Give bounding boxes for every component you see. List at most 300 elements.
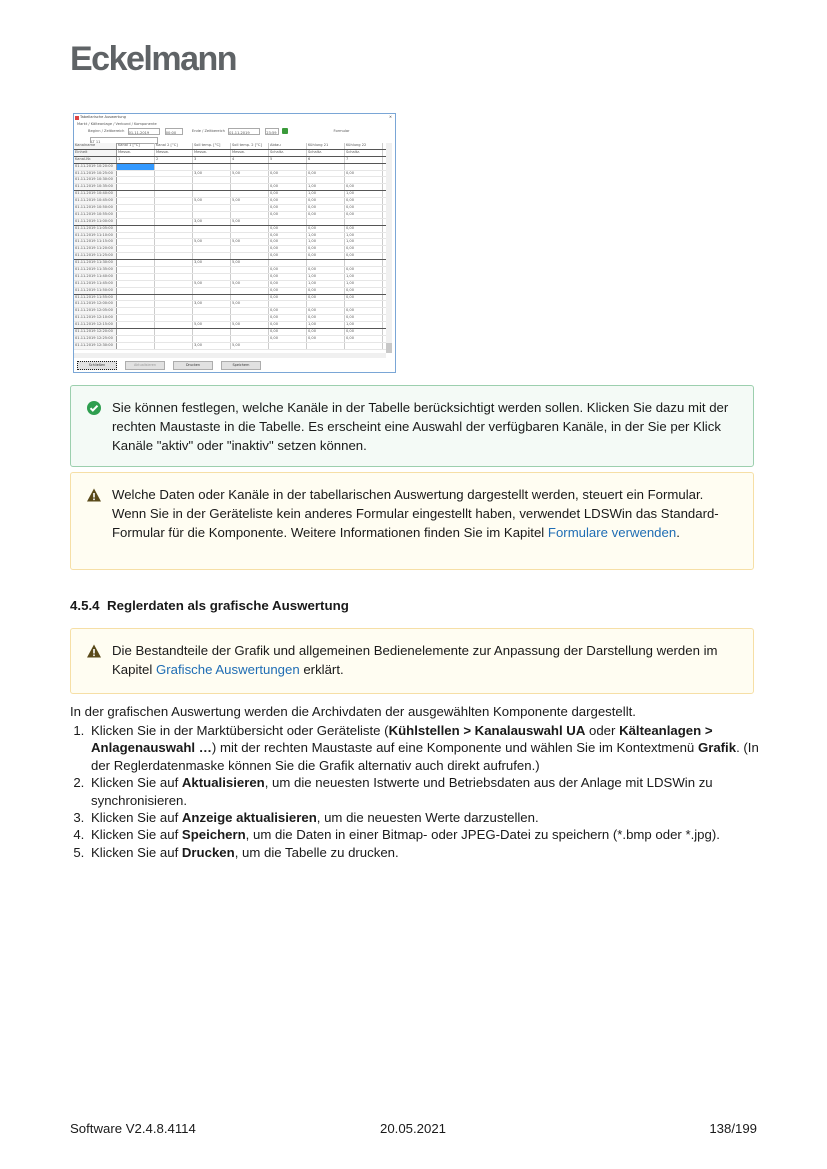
table-cell[interactable] [231, 336, 269, 342]
table-cell[interactable]: 0,00 [345, 184, 383, 190]
table-cell[interactable] [155, 336, 193, 342]
table-cell[interactable] [193, 308, 231, 314]
table-cell[interactable]: 01.11.2019 10:30:00 [74, 177, 117, 183]
table-cell[interactable]: Kanalname [74, 143, 117, 149]
from-time-field[interactable]: 00:00 [165, 128, 183, 135]
table-cell[interactable]: 0,00 [307, 226, 345, 232]
warning-text: Welche Daten oder Kanäle in der tabellarischen Auswertung dargestellt werden, steuert ein Formular. Wenn Sie in der Geräteliste kein anderes Formular eingestellt haben, verwendet LDSWin das Standard-Formular für die Komponente. Weitere Informationen finden Sie im Kapitel [112, 487, 719, 540]
table-cell[interactable] [231, 233, 269, 239]
table-cell[interactable] [307, 260, 345, 266]
table-cell[interactable]: Messw. [117, 150, 155, 156]
table-cell[interactable] [231, 295, 269, 301]
table-cell[interactable]: 1,00 [345, 281, 383, 287]
table-cell[interactable]: 01.11.2019 11:00:00 [74, 219, 117, 225]
print-button[interactable]: Drucken [173, 361, 213, 370]
table-cell[interactable]: 01.11.2019 12:15:00 [74, 322, 117, 328]
table-cell[interactable] [193, 315, 231, 321]
table-cell[interactable] [155, 191, 193, 197]
table-cell[interactable] [231, 177, 269, 183]
table-cell[interactable] [193, 274, 231, 280]
table-cell[interactable]: 01.11.2019 11:40:00 [74, 274, 117, 280]
data-grid[interactable] [74, 143, 386, 350]
table-cell[interactable]: 1,00 [345, 239, 383, 245]
table-cell[interactable] [307, 343, 345, 349]
table-row[interactable] [74, 322, 386, 329]
table-cell[interactable]: 0,00 [269, 329, 307, 335]
table-cell[interactable]: 01.11.2019 10:55:00 [74, 212, 117, 218]
table-cell[interactable]: 5,00 [231, 322, 269, 328]
table-cell[interactable] [193, 226, 231, 232]
table-cell[interactable]: 0,00 [307, 315, 345, 321]
table-cell[interactable]: 01.11.2019 10:25:00 [74, 171, 117, 177]
table-row[interactable] [74, 177, 386, 184]
table-row[interactable] [74, 260, 386, 267]
table-cell[interactable] [231, 246, 269, 252]
table-cell[interactable] [155, 233, 193, 239]
warning-callout-formular: Welche Daten oder Kanäle in der tabellarischen Auswertung dargestellt werden, steuert ein Formular. Wenn Sie in der Geräteliste kein anderes Formular eingestellt haben, verwendet LDSWin das Standard-Formular für die Komponente. Weitere Informationen finden Sie im Kapitel Formulare verwenden. [70, 472, 754, 570]
table-cell[interactable]: Schaltz. [345, 150, 383, 156]
table-cell[interactable]: 0,00 [307, 171, 345, 177]
table-cell[interactable]: 1 [117, 157, 155, 163]
table-cell[interactable] [117, 260, 155, 266]
table-cell[interactable] [193, 329, 231, 335]
table-cell[interactable]: 0,00 [269, 295, 307, 301]
table-cell[interactable] [117, 315, 155, 321]
table-cell[interactable]: Kanal 2 [°C] [155, 143, 193, 149]
table-cell[interactable] [231, 308, 269, 314]
table-cell[interactable] [345, 177, 383, 183]
table-cell[interactable] [155, 329, 193, 335]
table-row[interactable] [74, 288, 386, 295]
table-cell[interactable]: 5,00 [231, 219, 269, 225]
table-cell[interactable] [193, 177, 231, 183]
table-cell[interactable] [231, 253, 269, 259]
table-cell[interactable]: Kühlung 22 [345, 143, 383, 149]
table-cell[interactable] [155, 198, 193, 204]
table-cell[interactable]: 5,00 [231, 281, 269, 287]
table-cell[interactable] [231, 212, 269, 218]
table-cell[interactable] [193, 164, 231, 170]
table-row[interactable] [74, 274, 386, 281]
table-cell[interactable]: 0,00 [345, 308, 383, 314]
step-item: 5. Klicken Sie auf Drucken, um die Tabelle zu drucken. [88, 844, 778, 861]
table-cell[interactable]: 0,00 [269, 336, 307, 342]
step-item: 2. Klicken Sie auf Aktualisieren, um die neuesten Istwerte und Betriebsdaten aus der Anlage mit LDSWin zu synchronisieren. [88, 774, 778, 809]
table-row[interactable] [74, 308, 386, 315]
table-cell[interactable]: 0,00 [307, 267, 345, 273]
table-cell[interactable]: 0,00 [345, 329, 383, 335]
table-cell[interactable] [117, 177, 155, 183]
close-button[interactable]: Schließen [77, 361, 117, 370]
table-cell[interactable] [117, 212, 155, 218]
table-cell[interactable]: 0,00 [269, 246, 307, 252]
table-cell[interactable]: 0,00 [345, 171, 383, 177]
table-cell[interactable] [117, 343, 155, 349]
table-cell[interactable] [117, 281, 155, 287]
table-cell[interactable]: 0,00 [345, 267, 383, 273]
table-cell[interactable] [345, 219, 383, 225]
table-cell[interactable]: 1,00 [307, 281, 345, 287]
app-icon [75, 116, 79, 120]
table-cell[interactable]: 0,00 [269, 171, 307, 177]
table-row[interactable] [74, 239, 386, 246]
table-cell[interactable]: Messw. [155, 150, 193, 156]
table-cell[interactable] [155, 212, 193, 218]
table-cell[interactable] [193, 295, 231, 301]
table-cell[interactable]: 3 [193, 157, 231, 163]
table-cell[interactable] [117, 301, 155, 307]
table-cell[interactable] [193, 191, 231, 197]
table-cell[interactable]: 01.11.2019 11:35:00 [74, 267, 117, 273]
table-cell[interactable]: 1,00 [307, 184, 345, 190]
table-row[interactable] [74, 246, 386, 253]
table-cell[interactable]: 01.11.2019 10:35:00 [74, 184, 117, 190]
footer-page-number: 138/199 [709, 1121, 757, 1136]
table-cell[interactable]: 01.11.2019 11:25:00 [74, 253, 117, 259]
table-cell[interactable] [307, 219, 345, 225]
table-cell[interactable] [117, 219, 155, 225]
table-cell[interactable]: 0,00 [269, 253, 307, 259]
table-cell[interactable] [269, 343, 307, 349]
table-cell[interactable]: 0,00 [269, 315, 307, 321]
table-cell[interactable]: 5,00 [231, 260, 269, 266]
to-time-field[interactable]: 23:59 [265, 128, 279, 135]
table-cell[interactable] [231, 205, 269, 211]
table-cell[interactable]: 5,00 [231, 343, 269, 349]
table-cell[interactable] [117, 253, 155, 259]
table-cell[interactable]: 0,00 [269, 198, 307, 204]
table-cell[interactable] [117, 274, 155, 280]
table-cell[interactable]: 0,00 [269, 184, 307, 190]
table-cell[interactable] [155, 343, 193, 349]
table-cell[interactable]: 0,00 [269, 274, 307, 280]
table-cell[interactable] [117, 171, 155, 177]
table-cell[interactable]: 3,00 [193, 219, 231, 225]
table-cell[interactable] [193, 336, 231, 342]
table-cell[interactable] [269, 219, 307, 225]
table-cell[interactable]: 5,00 [231, 171, 269, 177]
table-cell[interactable] [155, 205, 193, 211]
table-cell[interactable] [231, 274, 269, 280]
table-cell[interactable] [231, 288, 269, 294]
table-cell[interactable] [269, 301, 307, 307]
table-cell[interactable]: 0,00 [345, 198, 383, 204]
table-cell[interactable]: 1,00 [345, 233, 383, 239]
table-row[interactable] [74, 267, 386, 274]
table-cell[interactable] [231, 226, 269, 232]
table-cell[interactable] [155, 322, 193, 328]
table-row[interactable] [74, 184, 386, 191]
update-button[interactable]: Aktualisieren [125, 361, 165, 370]
table-cell[interactable] [231, 164, 269, 170]
table-cell[interactable] [117, 295, 155, 301]
section-heading: 4.5.4 Reglerdaten als grafische Auswertung [70, 598, 349, 613]
table-cell[interactable]: 7 [345, 157, 383, 163]
table-row[interactable] [74, 150, 386, 157]
table-cell[interactable] [345, 164, 383, 170]
table-cell[interactable]: 0,00 [345, 315, 383, 321]
table-cell[interactable]: Soll temp. [°C] [193, 143, 231, 149]
table-cell[interactable]: 0,00 [269, 288, 307, 294]
table-cell[interactable] [231, 184, 269, 190]
table-cell[interactable]: 1,00 [345, 322, 383, 328]
table-row[interactable] [74, 171, 386, 178]
table-cell[interactable]: 0,00 [269, 239, 307, 245]
table-cell[interactable] [269, 260, 307, 266]
table-cell[interactable]: 0,00 [307, 295, 345, 301]
table-cell[interactable]: 0,00 [269, 267, 307, 273]
table-cell[interactable]: 0,00 [269, 205, 307, 211]
table-cell[interactable]: 01.11.2019 11:15:00 [74, 239, 117, 245]
table-cell[interactable] [155, 267, 193, 273]
table-cell[interactable]: 5,00 [193, 198, 231, 204]
table-cell[interactable]: Soll temp. 2 [°C] [231, 143, 269, 149]
table-cell[interactable]: Einheit [74, 150, 117, 156]
table-cell[interactable]: 01.11.2019 12:25:00 [74, 336, 117, 342]
table-cell[interactable]: 0,00 [345, 246, 383, 252]
table-cell[interactable] [155, 315, 193, 321]
table-cell[interactable] [155, 281, 193, 287]
table-cell[interactable]: 01.11.2019 10:40:00 [74, 191, 117, 197]
table-cell[interactable]: 0,00 [269, 212, 307, 218]
footer-date: 20.05.2021 [380, 1121, 447, 1136]
table-row[interactable] [74, 329, 386, 336]
table-row[interactable] [74, 253, 386, 260]
table-cell[interactable]: 0,00 [307, 336, 345, 342]
step-item: 1. Klicken Sie in der Marktübersicht oder Geräteliste (Kühlstellen > Kanalauswahl UA oder Kälteanlagen > Anlagenauswahl …) mit der rechten Maustaste auf eine Komponente und wählen Sie im Kontextmenü Grafik. (In der Reglerdatenmaske können Sie die Grafik alternativ auch direkt aufrufen.) [88, 722, 778, 774]
table-row[interactable] [74, 143, 386, 150]
table-cell[interactable]: Kanal 1 [°C] [117, 143, 155, 149]
table-cell[interactable]: 0,00 [307, 253, 345, 259]
table-cell[interactable]: 1,00 [307, 233, 345, 239]
table-cell[interactable]: 1,00 [307, 322, 345, 328]
table-row[interactable] [74, 157, 386, 164]
table-cell[interactable]: 1,00 [345, 191, 383, 197]
table-cell[interactable]: 0,00 [345, 226, 383, 232]
table-cell[interactable]: 0,00 [307, 308, 345, 314]
table-cell[interactable]: Abtau [269, 143, 307, 149]
table-cell[interactable]: 0,00 [307, 198, 345, 204]
vertical-scrollbar[interactable] [386, 143, 392, 353]
table-row[interactable] [74, 315, 386, 322]
table-cell[interactable] [193, 212, 231, 218]
table-row[interactable] [74, 343, 386, 350]
table-cell[interactable] [307, 177, 345, 183]
table-cell[interactable] [117, 191, 155, 197]
table-cell[interactable] [269, 164, 307, 170]
table-cell[interactable]: 0,00 [307, 246, 345, 252]
table-cell[interactable]: 0,00 [345, 212, 383, 218]
table-cell[interactable] [193, 288, 231, 294]
table-cell[interactable] [117, 226, 155, 232]
table-cell[interactable] [117, 239, 155, 245]
table-cell[interactable] [117, 164, 155, 170]
table-cell[interactable]: 0,00 [345, 205, 383, 211]
table-cell[interactable]: 01.11.2019 10:50:00 [74, 205, 117, 211]
table-cell[interactable]: 1,00 [307, 239, 345, 245]
table-cell[interactable] [117, 205, 155, 211]
table-row[interactable] [74, 233, 386, 240]
table-cell[interactable] [155, 308, 193, 314]
table-cell[interactable]: 1,00 [307, 274, 345, 280]
table-cell[interactable] [193, 184, 231, 190]
table-cell[interactable] [193, 246, 231, 252]
table-cell[interactable]: 0,00 [269, 281, 307, 287]
table-cell[interactable]: 5,00 [193, 322, 231, 328]
table-cell[interactable] [117, 246, 155, 252]
table-cell[interactable] [117, 267, 155, 273]
table-cell[interactable] [269, 177, 307, 183]
table-cell[interactable]: 5,00 [231, 198, 269, 204]
table-cell[interactable]: 01.11.2019 11:55:00 [74, 295, 117, 301]
table-cell[interactable]: 5,00 [231, 301, 269, 307]
table-row[interactable] [74, 281, 386, 288]
link-grafische-auswertungen[interactable]: Grafische Auswertungen [156, 662, 300, 677]
table-row[interactable] [74, 295, 386, 302]
table-cell[interactable] [155, 295, 193, 301]
app-screenshot-tabular-evaluation [73, 113, 396, 373]
table-cell[interactable]: Messw. [193, 150, 231, 156]
table-cell[interactable]: 1,00 [307, 191, 345, 197]
table-cell[interactable] [117, 198, 155, 204]
table-cell[interactable]: 3,00 [193, 301, 231, 307]
table-cell[interactable] [345, 343, 383, 349]
table-cell[interactable]: 01.11.2019 11:50:00 [74, 288, 117, 294]
table-cell[interactable]: 0,00 [345, 288, 383, 294]
table-cell[interactable] [231, 315, 269, 321]
table-cell[interactable] [193, 253, 231, 259]
table-cell[interactable] [307, 301, 345, 307]
table-cell[interactable] [117, 184, 155, 190]
table-cell[interactable] [307, 164, 345, 170]
table-cell[interactable]: Kühlung 21 [307, 143, 345, 149]
table-cell[interactable]: 5,00 [193, 281, 231, 287]
table-cell[interactable]: 0,00 [345, 253, 383, 259]
table-row[interactable] [74, 336, 386, 343]
table-cell[interactable]: 0,00 [269, 233, 307, 239]
refresh-icon[interactable] [282, 128, 288, 134]
table-cell[interactable]: 3,00 [193, 171, 231, 177]
table-cell[interactable]: 0,00 [269, 191, 307, 197]
table-cell[interactable]: 5,00 [231, 239, 269, 245]
table-cell[interactable] [155, 184, 193, 190]
warning-triangle-icon [86, 487, 102, 503]
warning-text: Die Bestandteile der Grafik und allgemeinen Bedienelemente zur Anpassung der Darstellung werden im Kapitel [112, 643, 718, 677]
table-cell[interactable]: 4 [231, 157, 269, 163]
table-cell[interactable]: 0,00 [307, 288, 345, 294]
table-cell[interactable]: 0,00 [345, 336, 383, 342]
table-cell[interactable]: 01.11.2019 10:20:00 [74, 164, 117, 170]
table-row[interactable] [74, 198, 386, 205]
table-cell[interactable]: 0,00 [307, 205, 345, 211]
table-cell[interactable]: 0,00 [269, 226, 307, 232]
table-cell[interactable] [155, 274, 193, 280]
table-cell[interactable]: 6 [307, 157, 345, 163]
table-row[interactable] [74, 301, 386, 308]
table-cell[interactable] [345, 301, 383, 307]
table-cell[interactable]: 01.11.2019 10:45:00 [74, 198, 117, 204]
table-cell[interactable]: 0,00 [269, 322, 307, 328]
table-cell[interactable] [155, 239, 193, 245]
table-cell[interactable] [117, 308, 155, 314]
table-cell[interactable]: Schaltz. [307, 150, 345, 156]
table-row[interactable] [74, 212, 386, 219]
table-cell[interactable]: 0,00 [269, 308, 307, 314]
table-cell[interactable]: 01.11.2019 11:05:00 [74, 226, 117, 232]
table-cell[interactable]: 1,00 [345, 274, 383, 280]
table-row[interactable] [74, 205, 386, 212]
horizontal-scrollbar[interactable] [74, 353, 386, 358]
table-cell[interactable]: 01.11.2019 12:10:00 [74, 315, 117, 321]
table-cell[interactable] [193, 267, 231, 273]
table-row[interactable] [74, 164, 386, 171]
table-cell[interactable]: 3,00 [193, 260, 231, 266]
table-cell[interactable] [117, 288, 155, 294]
table-cell[interactable] [155, 301, 193, 307]
table-cell[interactable] [117, 336, 155, 342]
table-cell[interactable]: 01.11.2019 11:10:00 [74, 233, 117, 239]
link-formulare-verwenden[interactable]: Formulare verwenden [547, 525, 677, 540]
table-cell[interactable]: 01.11.2019 12:20:00 [74, 329, 117, 335]
close-icon[interactable]: ✕ [388, 115, 392, 119]
table-cell[interactable]: 3,00 [193, 343, 231, 349]
table-cell[interactable]: 01.11.2019 11:30:00 [74, 260, 117, 266]
table-cell[interactable] [345, 260, 383, 266]
table-cell[interactable]: 0,00 [307, 329, 345, 335]
table-cell[interactable] [117, 322, 155, 328]
table-cell[interactable]: Kanal-Nr. [74, 157, 117, 163]
table-row[interactable] [74, 191, 386, 198]
table-cell[interactable] [231, 191, 269, 197]
table-row[interactable] [74, 226, 386, 233]
table-cell[interactable]: Messw. [231, 150, 269, 156]
form-select[interactable]: LT 11 [90, 137, 158, 144]
table-cell[interactable]: Schaltz. [269, 150, 307, 156]
table-cell[interactable]: 5,00 [193, 239, 231, 245]
table-cell[interactable] [231, 329, 269, 335]
table-cell[interactable]: 01.11.2019 12:00:00 [74, 301, 117, 307]
table-cell[interactable]: 01.11.2019 12:30:00 [74, 343, 117, 349]
table-cell[interactable] [117, 233, 155, 239]
table-cell[interactable] [155, 219, 193, 225]
success-callout-text: Sie können festlegen, welche Kanäle in der Tabelle berücksichtigt werden sollen. Klicken Sie dazu mit der rechten Maustaste in die Tabelle. Es erscheint eine Auswahl der verfügbaren Kanäle, in der Sie per Klick Kanäle "aktiv" oder "inaktiv" setzen können. [112, 400, 729, 453]
table-cell[interactable]: 0,00 [345, 295, 383, 301]
to-date-field[interactable]: 01.11.2019 [228, 128, 260, 135]
table-cell[interactable] [155, 226, 193, 232]
save-button[interactable]: Speichern [221, 361, 261, 370]
table-cell[interactable] [193, 233, 231, 239]
table-cell[interactable] [155, 164, 193, 170]
from-date-field[interactable]: 01.11.2019 [128, 128, 160, 135]
table-cell[interactable]: 2 [155, 157, 193, 163]
table-cell[interactable]: 01.11.2019 11:45:00 [74, 281, 117, 287]
table-cell[interactable] [155, 260, 193, 266]
table-cell[interactable] [155, 177, 193, 183]
table-cell[interactable] [193, 205, 231, 211]
table-cell[interactable] [231, 267, 269, 273]
eckelmann-logo: Eckelmann [70, 40, 237, 78]
table-cell[interactable]: 5 [269, 157, 307, 163]
table-cell[interactable] [155, 171, 193, 177]
table-cell[interactable] [117, 329, 155, 335]
table-cell[interactable]: 0,00 [307, 212, 345, 218]
table-cell[interactable] [155, 253, 193, 259]
table-cell[interactable]: 01.11.2019 12:05:00 [74, 308, 117, 314]
table-cell[interactable] [155, 246, 193, 252]
table-row[interactable] [74, 219, 386, 226]
table-cell[interactable]: 01.11.2019 11:20:00 [74, 246, 117, 252]
table-cell[interactable] [155, 288, 193, 294]
